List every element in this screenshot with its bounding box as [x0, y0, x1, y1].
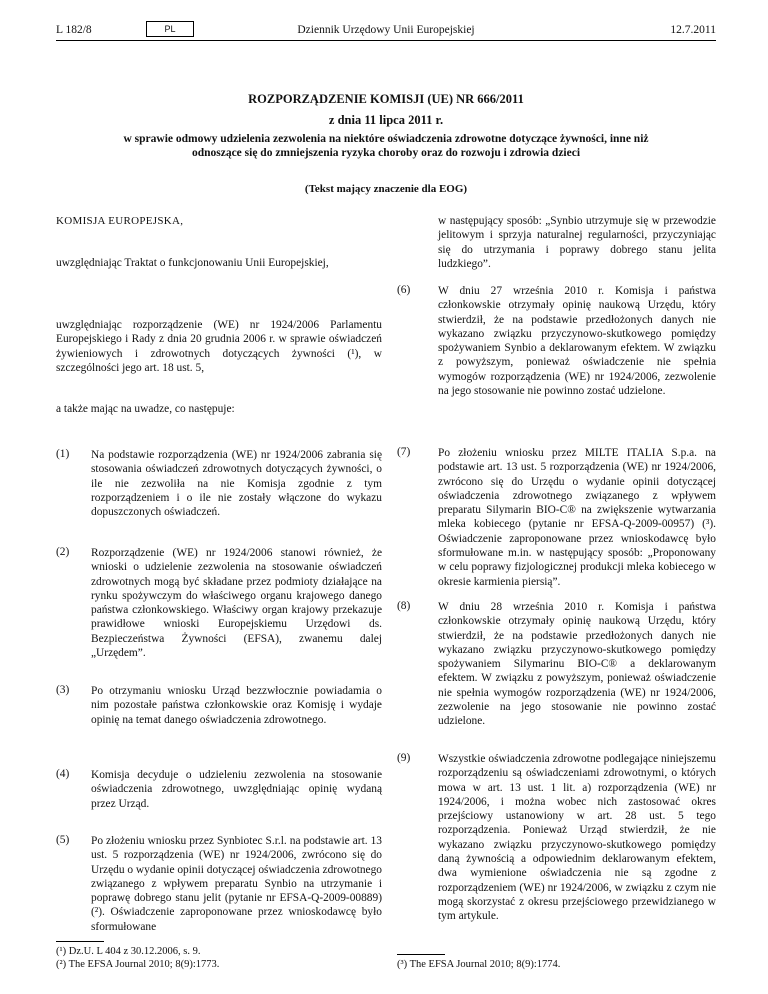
- recital-text: Po złożeniu wniosku przez Synbiotec S.r.l. na podstawie art. 13 ust. 5 rozporządzenia (WE) nr 1924/2006, zwrócono się do Urzędu o wydanie opinii dotyczącej oświadczenia zdrowotnego związanego z wpływem preparatu Synbio na utrzymanie i poprawę dobrego stanu jelit (pytanie nr EFSA-Q-2009-00889) (²). Oświadczenie zaproponowane przez wnioskodawcę było sformułowane: [91, 835, 382, 933]
- recital-number: (3): [56, 684, 70, 696]
- publication-date: 12.7.2011: [670, 24, 716, 36]
- recital-number: (9): [397, 752, 411, 764]
- recital-continuation: w następujący sposób: „Synbio utrzymuje się w przewodzie jelitowym i sprzyja naturalnej regularności, przyczyniając się do utrzymania i poprawy dobrego stanu jelita ludzkiego”.: [438, 215, 716, 270]
- whereas-clause: a także mając na uwadze, co następuje:: [56, 403, 235, 415]
- recital-text: Po złożeniu wniosku przez MILTE ITALIA S.p.a. na podstawie art. 13 ust. 5 rozporządzenia (WE) nr 1924/2006, zwrócono się do Urzędu o wydanie opinii dotyczącej oświadczenia zdrowotnego związanego z wpływem preparatu Silymarin BIO-C® na zwiększenie wytwarzania mleka kobiecego (pytanie nr EFSA-Q-2009-00957) (³). Oświadczenie zaproponowane przez wnioskodawcę było sformułowane m.in. w następujący sposób: „Proponowany w celu poprawy fizjologicznej produkcji mleka kobiecego w okresie karmienia piersią”.: [438, 447, 716, 588]
- recital-text: Po otrzymaniu wniosku Urząd bezzwłocznie powiadamia o nim pozostałe państwa członkowskie oraz Komisję i wydaje opinię na temat danego oświadczenia zdrowotnego.: [91, 685, 382, 726]
- footnote-rule: [397, 954, 445, 955]
- recital-text: W dniu 28 września 2010 r. Komisja i państwa członkowskie otrzymały opinię naukową Urzędu, który stwierdził, że na podstawie przedłożonych danych nie wykazano związku przyczynowo-skutkowego pomiędzy spożywaniem Silymarinu BIO-C® a deklarowanym efektem. W związku z powyższym, ponieważ oświadczenie nie spełnia wymogów rozporządzenia (WE) nr 1924/2006, zezwolenie na jego stosowanie nie powinno zostać udzielone.: [438, 601, 716, 728]
- header-rule: [56, 40, 716, 41]
- footnote: (³) The EFSA Journal 2010; 8(9):1774.: [397, 959, 561, 970]
- recital-treaty: uwzględniając Traktat o funkcjonowaniu Unii Europejskiej,: [56, 257, 329, 269]
- recital-number: (5): [56, 834, 70, 846]
- recital-number: (6): [397, 284, 411, 296]
- language-badge: PL: [146, 21, 194, 37]
- regulation-date: z dnia 11 lipca 2011 r.: [328, 113, 444, 127]
- recital-number: (4): [56, 768, 70, 780]
- journal-name: Dziennik Urzędowy Unii Europejskiej: [297, 24, 475, 36]
- recital-regulation: uwzględniając rozporządzenie (WE) nr 1924/2006 Parlamentu Europejskiego i Rady z dnia 20 grudnia 2006 r. w sprawie oświadczeń żywieniowych i zdrowotnych dotyczących żywności (¹), w szczególności jego art. 18 ust. 5,: [56, 319, 382, 374]
- footnote: (¹) Dz.U. L 404 z 30.12.2006, s. 9.: [56, 946, 201, 957]
- regulation-title: ROZPORZĄDZENIE KOMISJI (UE) NR 666/2011: [248, 92, 524, 106]
- eea-relevance: (Tekst mający znaczenie dla EOG): [304, 183, 468, 195]
- footnote-rule: [56, 941, 104, 942]
- recital-text: Komisja decyduje o udzieleniu zezwolenia na stosowanie oświadczenia zdrowotnego, uwzględniając opinię wydaną przez Urząd.: [91, 769, 382, 810]
- recital-number: (1): [56, 448, 70, 460]
- recital-text: W dniu 27 września 2010 r. Komisja i państwa członkowskie otrzymały opinię naukową Urzędu, który stwierdził, że na podstawie przedłożonych danych nie wykazano związku przyczynowo-skutkowego pomiędzy spożywaniem Synbio a deklarowanym efektem. W związku z powyższym, ponieważ oświadczenie nie spełnia wymogów rozporządzenia (WE) nr 1924/2006, zezwolenie na jego stosowanie nie powinno zostać udzielone.: [438, 285, 716, 398]
- recital-number: (8): [397, 600, 411, 612]
- footnote: (²) The EFSA Journal 2010; 8(9):1773.: [56, 959, 220, 970]
- recital-number: (7): [397, 446, 411, 458]
- page-reference: L 182/8: [56, 24, 92, 36]
- recital-text: Wszystkie oświadczenia zdrowotne podlegające niniejszemu rozporządzeniu są oświadczeniami zdrowotnymi, o których mowa w art. 13 ust. 1 lit. a) rozporządzenia (WE) nr 1924/2006, i można wobec nich zastosować okres przejściowy ustanowiony w art. 28 ust. 5 tego rozporządzenia. Ponieważ Urząd stwierdził, że nie wykazano związku przyczynowo-skutkowego pomiędzy daną żywnością a odpowiednim deklarowanym efektem, dwa wymienione oświadczenia nie są zgodne z rozporządzeniem (WE) nr 1924/2006, w związku z czym nie mogą skorzystać z okresu przejściowego przewidzianego w tym artykule.: [438, 753, 716, 923]
- commission-heading: KOMISJA EUROPEJSKA,: [56, 215, 184, 227]
- recital-number: (2): [56, 546, 70, 558]
- recital-text: Na podstawie rozporządzenia (WE) nr 1924/2006 zabrania się stosowania oświadczeń zdrowotnych dotyczących żywności, o ile nie zezwoliła na nie Komisja zgodnie z tym rozporządzeniem i o ile nie zostały włączone do wykazu dopuszczonych oświadczeń.: [91, 449, 382, 519]
- recital-text: Rozporządzenie (WE) nr 1924/2006 stanowi również, że wnioski o udzielenie zezwolenia na stosowanie oświadczeń zdrowotnych mogą być składane przez podmioty działające na rynku spożywczym do właściwego organu krajowego danego państwa członkowskiego. Właściwy organ krajowy przekazuje prawidłowe wnioski Europejskiemu Urzędowi ds. Bezpieczeństwa Żywności (EFSA), zwanemu dalej „Urzędem”.: [91, 547, 382, 660]
- regulation-subject: w sprawie odmowy udzielenia zezwolenia na niektóre oświadczenia zdrowotne dotyczące żywności, inne niż odnoszące się do zmniejszenia ryzyka choroby oraz do rozwoju i zdrowia dzieci: [123, 133, 649, 159]
